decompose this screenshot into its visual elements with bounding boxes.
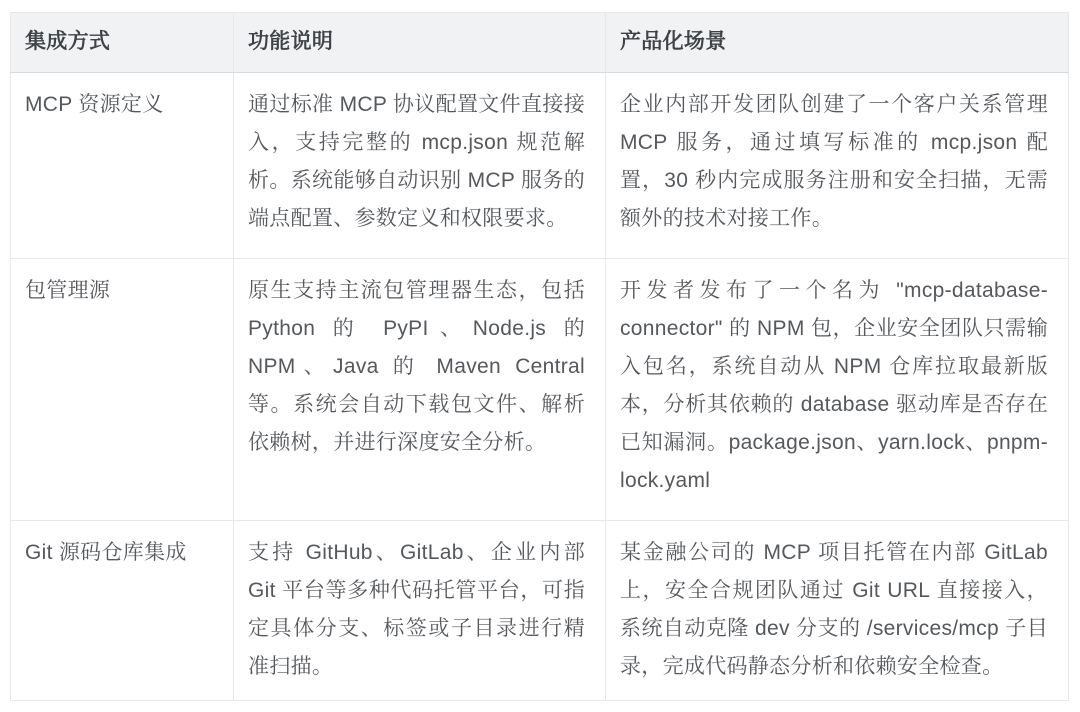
row-label-mcp-resource-definition: MCP 资源定义 <box>11 73 234 259</box>
header-cell-function-description: 功能说明 <box>234 13 606 73</box>
cell-function-description-git: 支持 GitHub、GitLab、企业内部 Git 平台等多种代码托管平台，可指定具体分支、标签或子目录进行精准扫描。 <box>234 521 606 701</box>
header-cell-integration-method: 集成方式 <box>11 13 234 73</box>
table-row-git-repository-integration <box>11 521 1069 701</box>
integration-methods-table <box>10 12 1069 701</box>
cell-function-description-package: 原生支持主流包管理器生态，包括 Python 的 PyPI、Node.js 的 NPM、Java 的 Maven Central 等。系统会自动下载包文件、解析依赖树，并进行深度安全分析。 <box>234 259 606 521</box>
row-label-git-repository-integration: Git 源码仓库集成 <box>11 521 234 701</box>
header-cell-productization-scenario: 产品化场景 <box>606 13 1069 73</box>
cell-scenario-package: 开发者发布了一个名为 "mcp-database-connector" 的 NPM 包，企业安全团队只需输入包名，系统自动从 NPM 仓库拉取最新版本，分析其依赖的 database 驱动库是否存在已知漏洞。package.json、yarn.lock、pnpm-lock.yaml <box>606 259 1069 521</box>
row-label-package-manager-source: 包管理源 <box>11 259 234 521</box>
table-row-package-manager-source <box>11 259 1069 521</box>
cell-function-description-mcp: 通过标准 MCP 协议配置文件直接接入，支持完整的 mcp.json 规范解析。系统能够自动识别 MCP 服务的端点配置、参数定义和权限要求。 <box>234 73 606 259</box>
cell-scenario-mcp: 企业内部开发团队创建了一个客户关系管理 MCP 服务，通过填写标准的 mcp.json 配置，30 秒内完成服务注册和安全扫描，无需额外的技术对接工作。 <box>606 73 1069 259</box>
cell-scenario-git: 某金融公司的 MCP 项目托管在内部 GitLab 上，安全合规团队通过 Git URL 直接接入，系统自动克隆 dev 分支的 /services/mcp 子目录，完成代码静态分析和依赖安全检查。 <box>606 521 1069 701</box>
table-row-mcp-resource-definition <box>11 73 1069 259</box>
table-header-row <box>11 13 1069 73</box>
